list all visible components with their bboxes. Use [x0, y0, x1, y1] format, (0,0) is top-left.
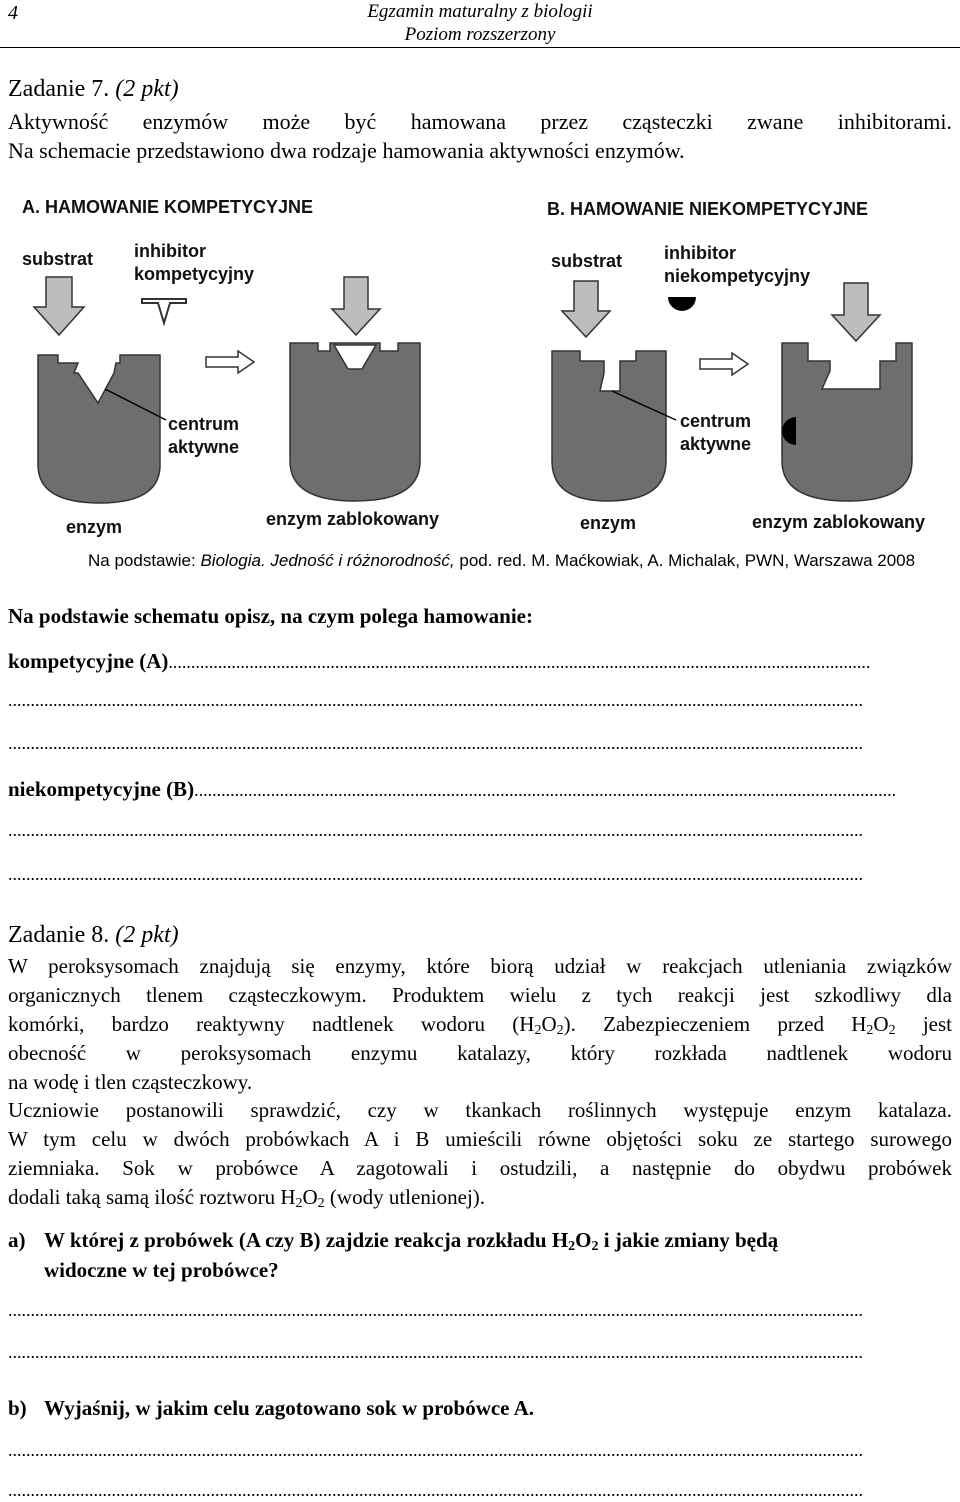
text: Wyjaśnij, w jakim celu zagotowano sok w probówce A. — [44, 1396, 535, 1420]
diagram-a-inhibitor-arrow — [332, 277, 380, 335]
diagram-b-aktywne-label: aktywne — [680, 434, 752, 454]
task7-intro — [8, 107, 952, 165]
task7-answer-b-line1[interactable] — [8, 777, 952, 802]
sub: 2 — [866, 1023, 874, 1038]
source-book: Biologia. Jedność i różnorodność, — [200, 551, 455, 570]
task7-answer-a-line1[interactable] — [8, 649, 952, 674]
sub: 2 — [556, 1023, 564, 1038]
task7-title — [8, 76, 179, 103]
diagram-a-transition-arrow — [206, 351, 254, 373]
task8-p1-line1: W peroksysomach znajdują się enzymy, które biorą udział w reakcjach utleniania związków — [8, 954, 952, 978]
task7-intro-line2: Na schemacie przedstawiono dwa rodzaje hamowania aktywności enzymów. — [8, 138, 685, 163]
header-title — [0, 0, 960, 46]
diagram-b-enzym-zablokowany-label: enzym zablokowany — [752, 512, 926, 532]
diagram-a-centrum-label: centrum — [168, 414, 240, 434]
text: O — [575, 1228, 592, 1252]
task8-answer-b-line1[interactable]: .............................................................................................................................................................................................. — [8, 1440, 863, 1460]
diagram-b-substrat-label: substrat — [551, 251, 623, 271]
task8-p1-line5: na wodę i tlen cząsteczkowy. — [8, 1070, 253, 1094]
diagram-b-transition-arrow — [700, 353, 748, 375]
dots: ............................................................................................................................................................ — [194, 780, 897, 800]
dots: ............................................................................................................................................................ — [168, 652, 871, 672]
text: O — [873, 1012, 889, 1036]
diagram-a-enzym-zablokowany-label: enzym zablokowany — [266, 509, 440, 529]
text: i jakie zmiany będą — [598, 1228, 779, 1252]
text: ). Zabezpieczeniem przed H — [563, 1012, 867, 1036]
diagram-b-substrate-arrow-2 — [832, 283, 880, 341]
diagram-b-enzyme — [552, 351, 666, 501]
diagram-a-substrate-arrow — [34, 277, 84, 335]
task8-p1-line3 — [8, 1010, 952, 1039]
diagram-a-competitive-inhibitor — [142, 299, 186, 323]
page-number: 4 — [8, 2, 18, 24]
diagram-b-noncompetitive-inhibitor — [668, 297, 696, 311]
sub: 2 — [568, 1239, 576, 1254]
task7-answer-a-line3[interactable]: .............................................................................................................................................................................................. — [8, 733, 863, 753]
diagram-a-substrat-label: substrat — [22, 249, 94, 269]
diagram-a-kompetycyjny-label: kompetycyjny — [134, 264, 255, 284]
task8-question-b — [8, 1396, 534, 1421]
task8-answer-b-line2[interactable]: .............................................................................................................................................................................................. — [8, 1480, 863, 1500]
diagram-a-title: A. HAMOWANIE KOMPETYCYJNE — [22, 197, 314, 217]
text: O — [302, 1185, 318, 1209]
sub: 2 — [591, 1239, 599, 1254]
task8-p1-line4: obecność w peroksysomach enzymu katalazy, który rozkłada nadtlenek wodoru — [8, 1041, 952, 1065]
task8-p2-line3: ziemniaka. Sok w probówce A zagotowali i ostudzili, a następnie do obydwu probówek — [8, 1156, 952, 1180]
task8-points: (2 pkt) — [115, 922, 179, 948]
diagram-b-centrum-label: centrum — [680, 411, 752, 431]
diagram-a-aktywne-label: aktywne — [168, 437, 240, 457]
task8-paragraph2 — [8, 1096, 952, 1212]
diagram-b-substrate-arrow — [562, 281, 610, 337]
task8-paragraph1 — [8, 952, 952, 1097]
task7-b-label: niekompetycyjne (B) — [8, 777, 195, 801]
diagram-a-enzym-label: enzym — [66, 517, 123, 537]
task8-title-label: Zadanie 8. — [8, 922, 110, 948]
task8-question-a — [8, 1225, 778, 1285]
task7-question: Na podstawie schematu opisz, na czym polega hamowanie: — [8, 604, 533, 628]
task8-p2-line2: W tym celu w dwóch probówkach A i B umieścili równe objętości soku ze startego surowego — [8, 1127, 952, 1151]
task8-answer-a-line2[interactable]: .............................................................................................................................................................................................. — [8, 1342, 863, 1362]
diagram-a-inhibitor-label: inhibitor — [134, 241, 206, 261]
text: (wody utlenionej). — [324, 1185, 486, 1209]
task7-answer-b-line3[interactable]: .............................................................................................................................................................................................. — [8, 864, 863, 884]
task7-answer-b-line2[interactable]: .............................................................................................................................................................................................. — [8, 820, 863, 840]
task7-points: (2 pkt) — [115, 76, 179, 102]
task7-answer-a-line2[interactable]: .............................................................................................................................................................................................. — [8, 690, 863, 710]
header-title-line1: Egzamin maturalny z biologii — [367, 1, 593, 22]
task8-p2-line1: Uczniowie postanowili sprawdzić, czy w tkankach roślinnych występuje enzym katalaza. — [8, 1098, 952, 1122]
sub: 2 — [888, 1023, 896, 1038]
diagram-b-niekompetycyjny-label: niekompetycyjny — [664, 266, 811, 286]
task8-title — [8, 922, 179, 949]
task7-a-label: kompetycyjne (A) — [8, 649, 169, 673]
text: O — [541, 1012, 557, 1036]
header-title-line2: Poziom rozszerzony — [404, 24, 556, 45]
text: jest — [895, 1012, 952, 1036]
question-a-label: a) — [8, 1228, 26, 1252]
enzyme-inhibition-diagram — [0, 185, 960, 540]
task7-title-label: Zadanie 7. — [8, 76, 110, 102]
diagram-a-enzyme — [38, 355, 160, 503]
text: komórki, bardzo reaktywny nadtlenek wodoru (H — [8, 1012, 535, 1036]
question-a-line2: widoczne w tej probówce? — [44, 1258, 279, 1282]
sub: 2 — [295, 1196, 303, 1211]
task8-p1-line2: organicznych tlenem cząsteczkowym. Produktem wielu z tych reakcji jest szkodliwy dla — [8, 983, 952, 1007]
sub: 2 — [534, 1023, 542, 1038]
text: W której z probówek (A czy B) zajdzie reakcja rozkładu H — [44, 1228, 569, 1252]
diagram-b-title: B. HAMOWANIE NIEKOMPETYCYJNE — [547, 199, 869, 219]
task8-answer-a-line1[interactable]: .............................................................................................................................................................................................. — [8, 1300, 863, 1320]
source-rest: pod. red. M. Maćkowiak, A. Michalak, PWN, Warszawa 2008 — [454, 551, 916, 570]
source-prefix: Na podstawie: — [88, 551, 201, 570]
text: dodali taką samą ilość roztworu H — [8, 1185, 296, 1209]
diagram-b-enzym-label: enzym — [580, 513, 637, 533]
diagram-b-inhibitor-label: inhibitor — [664, 243, 736, 263]
diagram-source — [88, 551, 915, 571]
header-divider — [0, 47, 960, 48]
question-b-label: b) — [8, 1396, 27, 1420]
sub: 2 — [317, 1196, 325, 1211]
diagram-b-blocked-enzyme — [782, 343, 912, 501]
task8-p2-line4 — [8, 1183, 952, 1212]
task7-intro-line1: Aktywność enzymów może być hamowana przez cząsteczki zwane inhibitorami. — [8, 109, 952, 134]
